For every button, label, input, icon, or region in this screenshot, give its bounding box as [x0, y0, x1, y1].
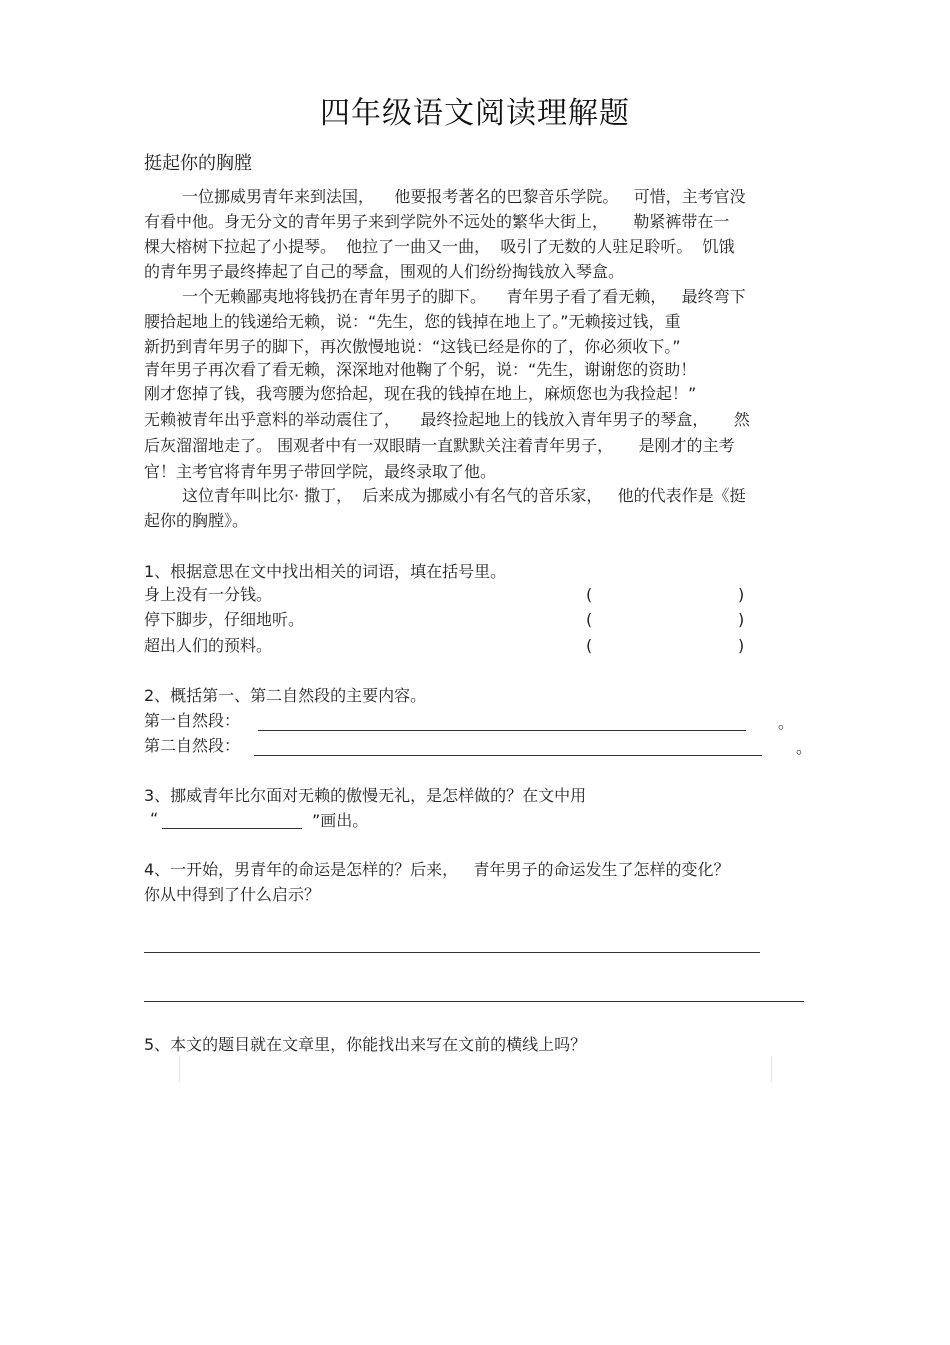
paren-close: ) — [738, 585, 745, 604]
question-4-line: 你从中得到了什么启示？ — [144, 885, 321, 904]
question-5-prompt: 5、本文的题目就在文章里，你能找出来写在文前的横线上吗？ — [144, 1035, 587, 1054]
question-3-prompt: 3、挪威青年比尔面对无赖的傲慢无礼，是怎样做的？在文中用 — [144, 786, 587, 805]
question-3-suffix: ”画出。 — [312, 811, 369, 830]
answer-field[interactable] — [596, 608, 734, 632]
article-line: 起你的胸膛》。 — [144, 511, 249, 530]
article-line: 一位挪威男青年来到法国， 他要报考著名的巴黎音乐学院。 可惜，主考官没 — [182, 187, 746, 206]
question-1-item: 停下脚步，仔细地听。 — [144, 610, 305, 629]
article-line: 这位青年叫比尔· 撒丁， 后来成为挪威小有名气的音乐家， 他的代表作是《挺 — [182, 486, 746, 505]
question-1-item: 超出人们的预料。 — [144, 636, 273, 655]
answer-line[interactable] — [144, 1001, 804, 1002]
paren-open: ( — [586, 610, 593, 629]
answer-line[interactable] — [144, 952, 760, 953]
question-2-prompt: 2、概括第一、第二自然段的主要内容。 — [144, 686, 427, 705]
article-line: 一个无赖鄙夷地将钱扔在青年男子的脚下。 青年男子看了看无赖， 最终弯下 — [182, 287, 746, 306]
paragraph-1-label: 第一自然段： — [144, 711, 241, 730]
divider — [771, 1056, 772, 1082]
paragraph-2-label: 第二自然段： — [144, 736, 241, 755]
article-line: 后灰溜溜地走了。 围观者中有一双眼睛一直默默关注着青年男子， 是刚才的主考 — [144, 436, 735, 455]
divider — [179, 1056, 180, 1082]
question-1-prompt: 1、根据意思在文中找出相关的词语，填在括号里。 — [144, 562, 507, 581]
answer-line[interactable] — [254, 755, 762, 756]
end-mark: 。 — [796, 738, 813, 757]
article-line: 棵大榕树下拉起了小提琴。 他拉了一曲又一曲， 吸引了无数的人驻足聆听。 饥饿 — [144, 237, 735, 256]
end-mark: 。 — [778, 713, 795, 732]
question-4-line: 4、一开始，男青年的命运是怎样的？后来， 青年男子的命运发生了怎样的变化？ — [144, 860, 730, 879]
article-line: 有看中他。身无分文的青年男子来到学院外不远处的繁华大街上， 勒紧裤带在一 — [144, 212, 730, 231]
article-line: 刚才您掉了钱，我弯腰为您拾起，现在我的钱掉在地上，麻烦您也为我捡起！” — [144, 384, 697, 403]
article-line: 无赖被青年出乎意料的举动震住了， 最终捡起地上的钱放入青年男子的琴盒， 然 — [144, 410, 750, 429]
answer-field[interactable] — [596, 583, 734, 607]
question-1-item: 身上没有一分钱。 — [144, 585, 273, 604]
article-title: 挺起你的胸膛 — [144, 153, 252, 174]
article-line: 的青年男子最终捧起了自己的琴盒，围观的人们纷纷掏钱放入琴盒。 — [144, 262, 625, 281]
article-line: 青年男子再次看了看无赖，深深地对他鞠了个躬，说：“先生，谢谢您的资助！ — [144, 360, 697, 379]
paren-open: ( — [586, 636, 593, 655]
paren-close: ) — [738, 610, 745, 629]
answer-field[interactable] — [596, 634, 734, 658]
answer-line[interactable] — [258, 730, 746, 731]
paren-open: ( — [586, 585, 593, 604]
open-quote: “ — [150, 809, 159, 828]
paren-close: ) — [738, 636, 745, 655]
article-line: 新扔到青年男子的脚下，再次傲慢地说：“这钱已经是你的了，你必须收下。” — [144, 337, 681, 356]
article-line: 腰拾起地上的钱递给无赖，说：“先生，您的钱掉在地上了。”无赖接过钱，重 — [144, 312, 681, 331]
article-line: 官！主考官将青年男子带回学院，最终录取了他。 — [144, 462, 497, 481]
page-title: 四年级语文阅读理解题 — [320, 96, 630, 131]
answer-line[interactable] — [162, 828, 302, 829]
